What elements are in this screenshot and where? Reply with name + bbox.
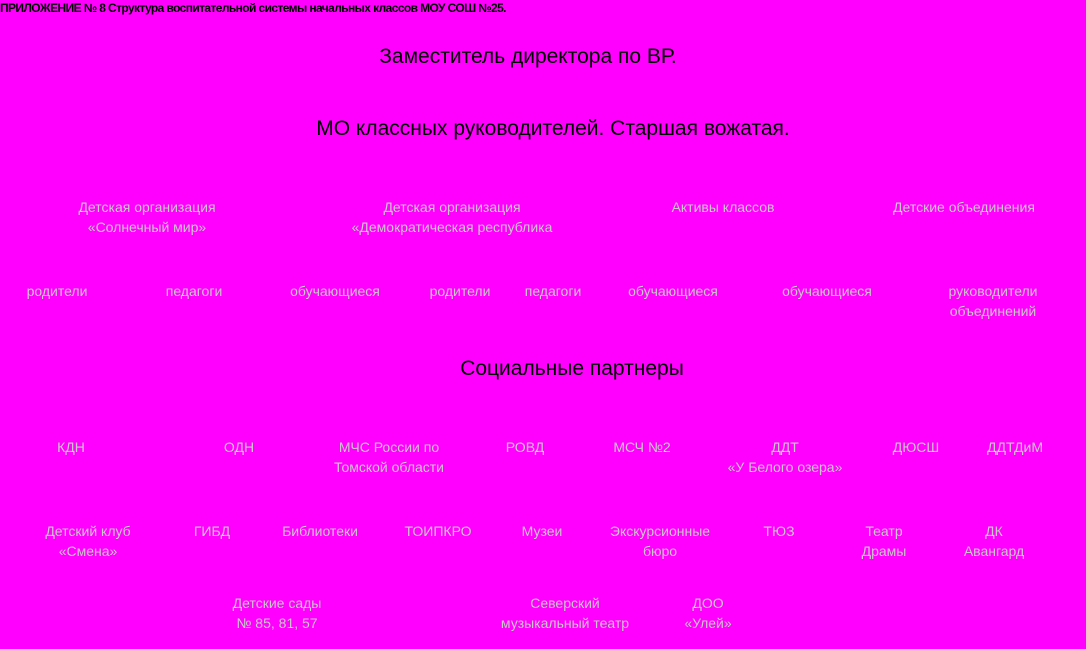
- p2-item-line1: ГИБД: [193, 523, 231, 539]
- p3-item-line1: Северский: [530, 595, 600, 611]
- members-item: [166, 281, 223, 301]
- p2-item-line1: Музеи: [521, 523, 563, 539]
- p1-item-line1: КДН: [57, 439, 85, 455]
- p3-item: [501, 593, 629, 633]
- p1-item-line1: ДЮСШ: [892, 439, 940, 455]
- p2-item-line1: Детский клуб: [45, 523, 131, 539]
- class-teachers-mo: МО классных руководителей. Старшая вожатая.: [316, 117, 790, 140]
- orgs-item-line2: «Демократическая республика: [351, 219, 553, 235]
- p2-item: [282, 521, 358, 541]
- members-item-line2: объединений: [949, 303, 1037, 319]
- p2-item: [763, 521, 794, 541]
- members-item: [430, 281, 491, 301]
- members-item-line1: родители: [429, 283, 491, 299]
- p2-item-line2: «Смена»: [58, 543, 118, 559]
- p3-item-line2: № 85, 81, 57: [236, 615, 318, 631]
- p2-item: [404, 521, 471, 541]
- p2-item-line1: Театр: [865, 523, 903, 539]
- p1-item-line1: ДДТ: [771, 439, 799, 455]
- p2-item: [964, 521, 1024, 561]
- p3-item: [684, 593, 731, 633]
- p1-item-line1: ДДТДиМ: [986, 439, 1044, 455]
- p2-item-line1: ТЮЗ: [763, 523, 795, 539]
- p1-item-line1: МЧС России по: [338, 439, 440, 455]
- orgs-item: [672, 197, 775, 217]
- p2-item: [610, 521, 710, 561]
- p1-item: [334, 437, 444, 477]
- p1-item-line1: МСЧ №2: [613, 439, 671, 455]
- p2-item: [862, 521, 907, 561]
- p3-item-line2: музыкальный театр: [500, 615, 630, 631]
- orgs-item-line1: Детская организация: [78, 199, 216, 215]
- p3-item: [233, 593, 322, 633]
- p1-item-line2: Томской области: [333, 459, 445, 475]
- p1-item-line1: ОДН: [223, 439, 255, 455]
- p3-item-line1: ДОО: [692, 595, 724, 611]
- p2-item: [45, 521, 130, 561]
- p1-item: [506, 437, 544, 457]
- p2-item: [194, 521, 230, 541]
- members-item-line1: педагоги: [524, 283, 582, 299]
- members-item-line1: обучающиеся: [782, 283, 872, 299]
- orgs-item-line1: Детская организация: [383, 199, 521, 215]
- members-item: [948, 281, 1037, 321]
- p1-item: [893, 437, 939, 457]
- members-item: [782, 281, 872, 301]
- document-header: ПРИЛОЖЕНИЕ № 8 Структура воспитательной системы начальных классов МОУ СОШ №25.: [0, 1, 506, 15]
- members-item-line1: обучающиеся: [290, 283, 380, 299]
- members-item-line1: руководители: [948, 283, 1038, 299]
- p1-item-line1: РОВД: [505, 439, 545, 455]
- orgs-item: [78, 197, 215, 237]
- p2-item: [522, 521, 563, 541]
- orgs-item: [352, 197, 553, 237]
- p2-item-line1: ТОИПКРО: [404, 523, 472, 539]
- members-item: [525, 281, 582, 301]
- members-item: [290, 281, 380, 301]
- p1-item: [224, 437, 254, 457]
- p1-item: [57, 437, 85, 457]
- p1-item: [987, 437, 1043, 457]
- orgs-item: [893, 197, 1035, 217]
- p1-item-line2: «У Белого озера»: [727, 459, 843, 475]
- p2-item-line2: Авангард: [963, 543, 1025, 559]
- members-item-line1: педагоги: [165, 283, 223, 299]
- p1-item: [613, 437, 670, 457]
- p2-item-line1: Экскурсионные: [609, 523, 711, 539]
- p1-item: [728, 437, 843, 477]
- orgs-item-line2: «Солнечный мир»: [87, 219, 207, 235]
- p2-item-line2: бюро: [642, 543, 678, 559]
- orgs-item-line1: Активы классов: [671, 199, 775, 215]
- members-item-line1: обучающиеся: [628, 283, 718, 299]
- social-partners-title: Социальные партнеры: [460, 357, 684, 380]
- orgs-item-line1: Детские объединения: [893, 199, 1035, 215]
- members-item: [628, 281, 718, 301]
- deputy-director: Заместитель директора по ВР.: [379, 45, 677, 68]
- members-item-line1: родители: [26, 283, 88, 299]
- members-item: [27, 281, 88, 301]
- p3-item-line1: Детские сады: [232, 595, 322, 611]
- p3-item-line2: «Улей»: [684, 615, 732, 631]
- p2-item-line2: Драмы: [861, 543, 907, 559]
- p2-item-line1: Библиотеки: [282, 523, 358, 539]
- p2-item-line1: ДК: [985, 523, 1003, 539]
